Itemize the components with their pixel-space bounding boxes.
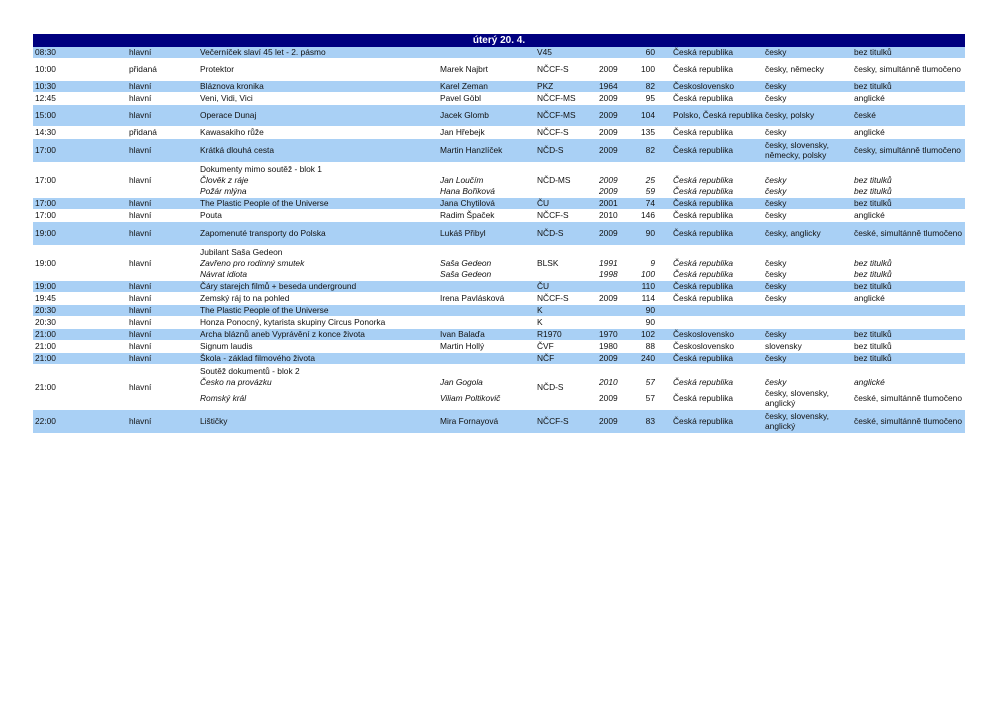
subtitles-cell: bez titulků (854, 47, 892, 58)
type-cell: hlavní (129, 174, 152, 185)
title-cell: Honza Ponocný, kytarista skupiny Circus Ponorka (200, 317, 386, 328)
title-cell: Signum laudis (200, 341, 253, 352)
year-cell: 1998 (599, 269, 618, 279)
language-cell: česky, slovensky, anglický (765, 411, 829, 431)
time-cell: 10:30 (35, 81, 56, 92)
time-cell: 14:30 (35, 127, 56, 138)
minutes-cell: 59 (645, 186, 655, 196)
language-cell: česky, slovensky, německy, polsky (765, 140, 829, 160)
time-cell: 17:00 (35, 198, 56, 209)
minutes-cell: 88 (645, 341, 655, 352)
director-cell (440, 317, 536, 328)
language-cell: česky (765, 269, 787, 279)
language-cell: česky (765, 175, 787, 185)
table-row (33, 139, 965, 163)
country-cell: Česká republika (673, 47, 734, 58)
title-cell: Zemský ráj to na pohled (200, 293, 290, 304)
country-cell: Československo (673, 329, 734, 340)
director-cell: Jana Chytilová (440, 198, 495, 209)
director-cell (440, 281, 536, 292)
time-cell: 19:45 (35, 293, 56, 304)
director-cell: Mira Fornayová (440, 416, 499, 427)
code-cell: R1970 (537, 329, 562, 340)
title-cell: Návrat idiota (200, 269, 248, 279)
country-cell: Česká republika (673, 393, 734, 404)
minutes-cell: 90 (645, 317, 655, 328)
country-cell: Československo (673, 341, 734, 352)
year-cell (599, 47, 631, 58)
year-cell: 2009 (599, 186, 618, 196)
language-cell: česky (765, 186, 787, 196)
code-cell: NČD-S (537, 381, 564, 392)
subtitles-cell: anglické (854, 127, 885, 138)
director-cell: Jan Gogola (440, 377, 483, 387)
subtitles-cell: bez titulků (854, 81, 892, 92)
year-cell: 2009 (599, 110, 618, 121)
minutes-cell: 25 (645, 175, 655, 185)
language-cell: česky (765, 353, 787, 364)
minutes-cell: 60 (645, 47, 655, 58)
title-cell: Bláznova kronika (200, 81, 264, 92)
year-cell: 2009 (599, 64, 618, 75)
table-row (33, 365, 965, 410)
language-cell: česky (765, 293, 787, 304)
director-cell (440, 305, 536, 316)
minutes-cell: 100 (641, 64, 655, 75)
subtitles-cell: bez titulků (854, 186, 892, 196)
table-row (33, 81, 965, 93)
language-cell (765, 317, 853, 328)
table-row (33, 47, 965, 59)
subtitles-cell: české, simultánně tlumočeno (854, 392, 962, 403)
country-cell: Česká republika (673, 281, 734, 292)
schedule-sheet (33, 34, 965, 434)
minutes-cell: 240 (641, 353, 655, 364)
year-cell: 2009 (599, 175, 618, 185)
year-cell: 2009 (599, 145, 618, 156)
minutes-cell: 146 (641, 210, 655, 221)
director-cell: Radim Špaček (440, 210, 495, 221)
subtitles-cell: bez titulků (854, 258, 892, 268)
table-row (33, 163, 965, 198)
time-cell: 21:00 (35, 381, 56, 392)
year-cell: 2009 (599, 93, 618, 104)
type-cell: hlavní (129, 210, 152, 221)
language-cell: česky (765, 47, 787, 58)
type-cell: přidaná (129, 64, 157, 75)
country-cell: Česká republika (673, 210, 734, 221)
director-cell: Jan Loučím (440, 175, 484, 185)
country-cell: Česká republika (673, 377, 734, 387)
type-cell: hlavní (129, 381, 152, 392)
type-cell: hlavní (129, 110, 152, 121)
country-cell: Česká republika (673, 198, 734, 209)
director-cell: Marek Najbrt (440, 64, 488, 75)
table-row (33, 210, 965, 222)
country-cell: Česká republika (673, 293, 734, 304)
table-row (33, 246, 965, 281)
code-cell: NČD-S (537, 145, 564, 156)
director-cell: Irena Pavlásková (440, 293, 505, 304)
year-cell: 2009 (599, 293, 618, 304)
language-cell: česky (765, 281, 787, 292)
subtitles-cell: bez titulků (854, 198, 892, 209)
type-cell: hlavní (129, 198, 152, 209)
director-cell: Martin Hanzlíček (440, 145, 503, 156)
year-cell: 2010 (599, 210, 618, 221)
code-cell: PKZ (537, 81, 554, 92)
year-cell: 1964 (599, 81, 618, 92)
subtitles-cell: anglické (854, 377, 885, 387)
director-cell: Saša Gedeon (440, 258, 492, 268)
title-cell: Protektor (200, 64, 234, 75)
type-cell: hlavní (129, 293, 152, 304)
subtitles-cell: česky, simultánně tlumočeno (854, 63, 961, 74)
table-row (33, 281, 965, 293)
subtitles-cell: bez titulků (854, 175, 892, 185)
time-cell: 17:00 (35, 174, 56, 185)
language-cell: česky (765, 93, 787, 104)
time-cell: 15:00 (35, 110, 56, 121)
language-cell: česky, slovensky, anglický (765, 388, 829, 408)
year-cell: 2009 (599, 228, 618, 239)
language-cell (765, 305, 853, 316)
minutes-cell: 114 (641, 293, 655, 304)
year-cell (599, 281, 631, 292)
type-cell: hlavní (129, 281, 152, 292)
language-cell: česky (765, 258, 787, 268)
title-cell: The Plastic People of the Universe (200, 305, 329, 316)
year-cell: 1991 (599, 258, 618, 268)
code-cell: NČD-S (537, 228, 564, 239)
country-cell: Česká republika (673, 64, 734, 75)
title-cell: Požár mlýna (200, 186, 247, 196)
language-cell: česky (765, 198, 787, 209)
time-cell: 19:00 (35, 257, 56, 268)
minutes-cell: 57 (645, 393, 655, 404)
time-cell: 10:00 (35, 64, 56, 75)
title-cell: Romský král (200, 393, 247, 404)
year-cell: 2009 (599, 393, 618, 404)
language-cell: česky, německy (765, 64, 824, 75)
director-cell: Pavel Göbl (440, 93, 481, 104)
director-cell (440, 353, 536, 364)
time-cell: 19:00 (35, 228, 56, 239)
code-cell: V45 (537, 47, 552, 58)
country-cell: Česká republika (673, 145, 734, 156)
title-cell: Kawasakiho růže (200, 127, 264, 138)
title-cell: Česko na provázku (200, 377, 272, 387)
code-cell: ČU (537, 281, 550, 292)
title-cell: Archa bláznů aneb Vyprávění z konce života (200, 329, 365, 340)
time-cell: 20:30 (35, 305, 56, 316)
subtitles-cell: bez titulků (854, 341, 892, 352)
time-cell: 17:00 (35, 145, 56, 156)
table-row (33, 127, 965, 139)
time-cell: 20:30 (35, 317, 56, 328)
minutes-cell: 57 (645, 377, 655, 387)
table-row (33, 198, 965, 210)
code-cell: NČCF-S (537, 64, 569, 75)
day-title: úterý 20. 4. (33, 34, 965, 47)
type-cell: hlavní (129, 93, 152, 104)
country-cell: Česká republika (673, 416, 734, 427)
title-cell: Lištičky (200, 416, 228, 427)
language-cell: česky (765, 127, 787, 138)
code-cell: NČCF-MS (537, 110, 576, 121)
year-cell (599, 317, 631, 328)
type-cell: hlavní (129, 317, 152, 328)
title-cell: Operace Dunaj (200, 110, 257, 121)
table-row (33, 293, 965, 305)
country-cell: Česká republika (673, 186, 734, 196)
code-cell: NČCF-S (537, 293, 569, 304)
code-cell: K (537, 305, 543, 316)
director-cell: Lukáš Přibyl (440, 228, 486, 239)
country-cell: Česká republika (673, 269, 734, 279)
subtitles-cell (854, 305, 964, 316)
subtitles-cell: česky, simultánně tlumočeno (854, 144, 961, 155)
code-cell: NČF (537, 353, 555, 364)
director-cell: Jacek Glomb (440, 110, 489, 121)
type-cell: hlavní (129, 228, 152, 239)
type-cell: hlavní (129, 353, 152, 364)
minutes-cell: 82 (645, 145, 655, 156)
minutes-cell: 110 (641, 281, 655, 292)
title-cell: Škola - základ filmového života (200, 353, 315, 364)
time-cell: 21:00 (35, 329, 56, 340)
block-title: Jubilant Saša Gedeon (200, 247, 283, 257)
country-cell (673, 305, 765, 316)
table-row (33, 59, 965, 81)
subtitles-cell: české (854, 110, 876, 121)
minutes-cell: 90 (645, 228, 655, 239)
year-cell: 1980 (599, 341, 618, 352)
type-cell: hlavní (129, 81, 152, 92)
language-cell: česky (765, 329, 787, 340)
minutes-cell: 100 (641, 269, 655, 279)
language-cell: česky (765, 81, 787, 92)
title-cell: Pouta (200, 210, 222, 221)
table-row (33, 353, 965, 365)
minutes-cell: 9 (650, 258, 655, 268)
table-row (33, 329, 965, 341)
country-cell: Česká republika (673, 175, 734, 185)
minutes-cell: 90 (645, 305, 655, 316)
director-cell (440, 47, 536, 58)
director-cell: Karel Zeman (440, 81, 488, 92)
code-cell: NČD-MS (537, 175, 571, 185)
director-cell: Ivan Balaďa (440, 329, 485, 340)
minutes-cell: 74 (645, 198, 655, 209)
director-cell: Viliam Poltikovič (440, 393, 501, 404)
minutes-cell: 82 (645, 81, 655, 92)
code-cell: NČCF-S (537, 210, 569, 221)
code-cell: NČCF-S (537, 416, 569, 427)
table-row (33, 93, 965, 105)
table-row (33, 317, 965, 329)
time-cell: 22:00 (35, 416, 56, 427)
code-cell: BLSK (537, 258, 559, 268)
title-cell: Večerníček slaví 45 let - 2. pásmo (200, 47, 326, 58)
country-cell (673, 317, 765, 328)
minutes-cell: 95 (645, 93, 655, 104)
subtitles-cell: české, simultánně tlumočeno (854, 415, 962, 426)
block-title: Soutěž dokumentů - blok 2 (200, 366, 300, 376)
code-cell: ČU (537, 198, 550, 209)
type-cell: hlavní (129, 329, 152, 340)
country-cell: Česká republika (673, 258, 734, 268)
year-cell (599, 305, 631, 316)
director-cell: Saša Gedeon (440, 269, 492, 279)
table-row (33, 105, 965, 127)
title-cell: Zapomenuté transporty do Polska (200, 228, 326, 239)
type-cell: hlavní (129, 47, 152, 58)
year-cell: 2010 (599, 377, 618, 387)
country-cell: Česká republika (673, 353, 734, 364)
subtitles-cell: bez titulků (854, 269, 892, 279)
type-cell: hlavní (129, 416, 152, 427)
title-cell: Čáry starejch filmů + beseda underground (200, 281, 357, 292)
title-cell: Veni, Vidi, Vici (200, 93, 253, 104)
type-cell: hlavní (129, 341, 152, 352)
table-row (33, 410, 965, 434)
country-cell: Československo (673, 81, 734, 92)
title-cell: Krátká dlouhá cesta (200, 145, 275, 156)
type-cell: hlavní (129, 257, 152, 268)
minutes-cell: 104 (641, 110, 655, 121)
title-cell: The Plastic People of the Universe (200, 198, 329, 209)
time-cell: 17:00 (35, 210, 56, 221)
country-cell: Česká republika (673, 228, 734, 239)
language-cell: česky (765, 210, 787, 221)
director-cell: Jan Hřebejk (440, 127, 485, 138)
subtitles-cell: bez titulků (854, 353, 892, 364)
time-cell: 08:30 (35, 47, 56, 58)
type-cell: přidaná (129, 127, 157, 138)
language-cell: česky, anglicky (765, 228, 821, 239)
year-cell: 2009 (599, 353, 618, 364)
block-title: Dokumenty mimo soutěž - blok 1 (200, 164, 322, 174)
language-cell: česky, polsky (765, 110, 815, 121)
director-cell: Martin Hollý (440, 341, 485, 352)
language-cell: česky (765, 377, 787, 387)
code-cell: K (537, 317, 543, 328)
title-cell: Člověk z ráje (200, 175, 249, 185)
language-cell: slovensky (765, 341, 802, 352)
country-cell: Polsko, Česká republika (673, 109, 763, 120)
director-cell: Hana Bořiková (440, 186, 495, 196)
subtitles-cell: anglické (854, 93, 885, 104)
subtitles-cell: anglické (854, 210, 885, 221)
time-cell: 21:00 (35, 341, 56, 352)
title-cell: Zavřeno pro rodinný smutek (200, 258, 305, 268)
subtitles-cell: české, simultánně tlumočeno (854, 227, 962, 238)
year-cell: 2009 (599, 416, 618, 427)
code-cell: ČVF (537, 341, 554, 352)
year-cell: 2001 (599, 198, 618, 209)
minutes-cell: 102 (641, 329, 655, 340)
year-cell: 2009 (599, 127, 618, 138)
minutes-cell: 83 (645, 416, 655, 427)
type-cell: hlavní (129, 145, 152, 156)
time-cell: 19:00 (35, 281, 56, 292)
type-cell: hlavní (129, 305, 152, 316)
table-row (33, 222, 965, 246)
subtitles-cell: bez titulků (854, 329, 892, 340)
subtitles-cell: bez titulků (854, 281, 892, 292)
code-cell: NČCF-S (537, 127, 569, 138)
time-cell: 21:00 (35, 353, 56, 364)
table-row (33, 305, 965, 317)
country-cell: Česká republika (673, 127, 734, 138)
time-cell: 12:45 (35, 93, 56, 104)
table-row (33, 341, 965, 353)
minutes-cell: 135 (641, 127, 655, 138)
country-cell: Česká republika (673, 93, 734, 104)
year-cell: 1970 (599, 329, 618, 340)
code-cell: NČCF-MS (537, 93, 576, 104)
subtitles-cell: anglické (854, 293, 885, 304)
subtitles-cell (854, 317, 964, 328)
